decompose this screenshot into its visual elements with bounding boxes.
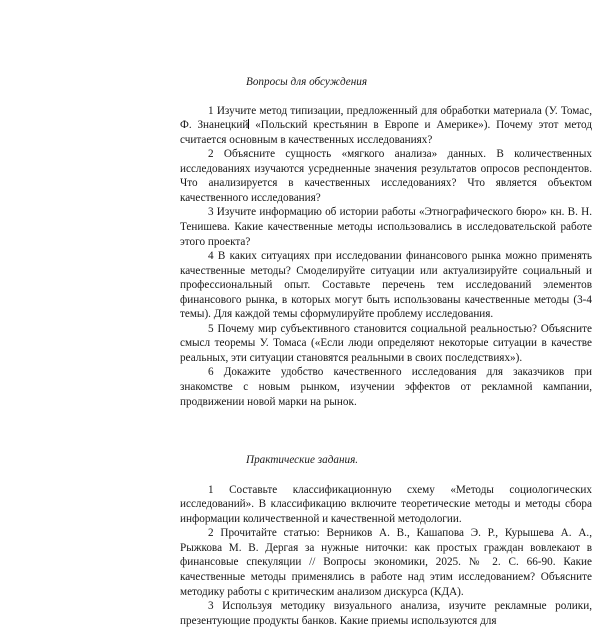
document-page xyxy=(76,31,593,627)
heading-spacer xyxy=(180,90,592,104)
paragraph-q5[interactable]: 5 Почему мир субъективного становится социальной реальностью? Объясните смысл теоремы У. Томаса («Если люди определяют некоторые ситуации в качестве реальных, эти ситуации становятся реальными в своих последствиях»). xyxy=(180,322,592,364)
paragraph-q6[interactable]: 6 Докажите удобство качественного исследования для заказчиков при знакомстве с новым рынком, изучении эффектов от рекламной кампании, продвижении новой марки на рынок. xyxy=(180,366,592,408)
heading-spacer-2 xyxy=(180,468,592,483)
section-heading-discussion-questions: Вопросы для обсуждения xyxy=(246,76,368,88)
paragraph-q4[interactable]: 4 В каких ситуациях при исследовании финансового рынка можно применять качественные методы? Смоделируйте ситуации или актуализируйте социальный и профессиональный опыт. Составьте перечень тем исследований элементов финансового рынка, в которых могут быть использованы качественные методы (3-4 темы). Для каждой темы сформулируйте проблему исследования. xyxy=(180,250,592,321)
document-text-body xyxy=(180,75,592,628)
paragraph-q1[interactable] xyxy=(180,104,592,148)
section-spacer xyxy=(180,409,592,453)
paragraph-t1[interactable]: 1 Составьте классификационную схему «Методы социологических исследований». В классификацию включите теоретические методы и методы сбора информации количественной и качественной методологии. xyxy=(180,483,592,525)
paragraph-q2[interactable]: 2 Объясните сущность «мягкого анализа» данных. В количественных исследованиях изучаются усредненные значения результатов опросов респондентов. Что анализируется в качественных исследованиях? Что является объектом качественного исследования? xyxy=(180,148,592,204)
paragraph-q3[interactable]: 3 Изучите информацию об истории работы «Этнографического бюро» кн. В. Н. Тенишева. Какие качественные методы использовались в исследовательской работе этого проекта? xyxy=(180,206,592,248)
paragraph-t2[interactable]: 2 Прочитайте статью: Верников А. В., Кашапова Э. Р., Курышева А. А., Рыжкова М. В. Дергая за нужные ниточки: как простых граждан вовлекают в финансовые спекуляции // Вопросы экономики, 2025. № 2. С. 66-90. Какие качественные методы применялись в работе над этим исследованием? Объясните методику работы с критическим анализом дискурса (КДА). xyxy=(180,527,592,598)
paragraph-q1-text-after-caret: «Польский крестьянин в Европе и Америке»). Почему этот метод считается основным в качественных исследованиях? xyxy=(180,119,593,146)
section-heading-practical-tasks: Практические задания. xyxy=(246,454,359,467)
paragraph-t3[interactable]: 3 Используя методику визуального анализа, изучите рекламные ролики, презентующие продукты банков. Какие приемы используются для xyxy=(180,600,592,627)
paragraph-q1-text-before-caret: 1 Изучите метод типизации, предложенный для обработки материала (У. Томас, Ф. Знанецкий xyxy=(180,104,592,132)
